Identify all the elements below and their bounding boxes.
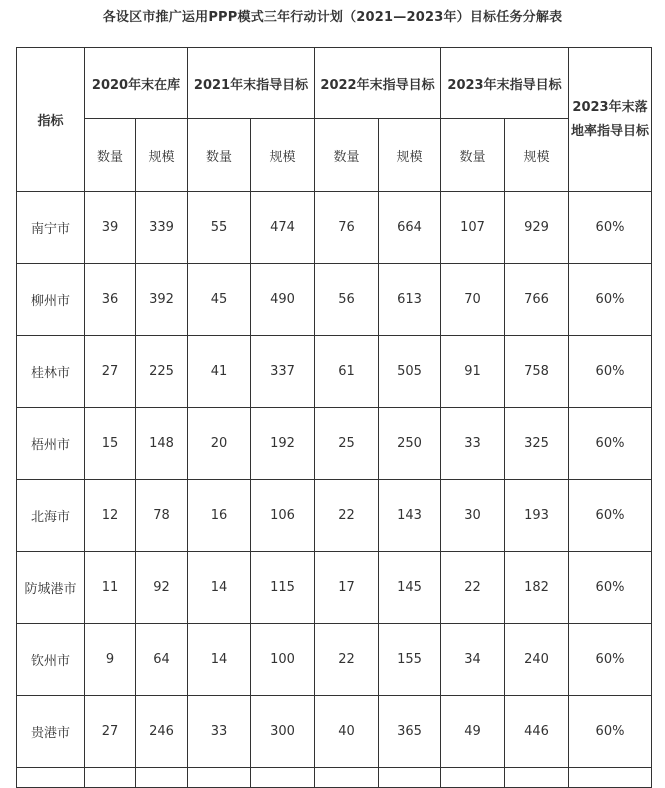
header-2020: 2020年末在库 <box>85 48 188 119</box>
partial-cell <box>251 768 315 788</box>
count-2020: 39 <box>85 192 136 264</box>
city-name: 钦州市 <box>17 624 85 696</box>
count-2023: 91 <box>441 336 505 408</box>
scale-2023: 182 <box>505 552 569 624</box>
sub-header-scale-2023: 规模 <box>505 119 569 192</box>
scale-2022: 613 <box>379 264 441 336</box>
count-2020: 36 <box>85 264 136 336</box>
city-name: 北海市 <box>17 480 85 552</box>
scale-2020: 78 <box>136 480 188 552</box>
scale-2020: 64 <box>136 624 188 696</box>
count-2021: 14 <box>188 624 251 696</box>
count-2022: 22 <box>315 480 379 552</box>
scale-2023: 758 <box>505 336 569 408</box>
count-2020: 9 <box>85 624 136 696</box>
partial-cell <box>85 768 136 788</box>
count-2021: 16 <box>188 480 251 552</box>
city-name: 南宁市 <box>17 192 85 264</box>
scale-2023: 240 <box>505 624 569 696</box>
count-2020: 15 <box>85 408 136 480</box>
count-2021: 20 <box>188 408 251 480</box>
partial-cell <box>136 768 188 788</box>
partial-cell <box>315 768 379 788</box>
header-rate-line1: 2023年末落 <box>572 99 648 115</box>
count-2022: 56 <box>315 264 379 336</box>
count-2023: 49 <box>441 696 505 768</box>
scale-2022: 155 <box>379 624 441 696</box>
scale-2020: 148 <box>136 408 188 480</box>
sub-header-count-2021: 数量 <box>188 119 251 192</box>
header-2021: 2021年末指导目标 <box>188 48 315 119</box>
landing-rate: 60% <box>569 192 652 264</box>
scale-2023: 325 <box>505 408 569 480</box>
partial-cell <box>441 768 505 788</box>
scale-2022: 365 <box>379 696 441 768</box>
header-indicator: 指标 <box>17 48 85 192</box>
scale-2023: 929 <box>505 192 569 264</box>
sub-header-count-2023: 数量 <box>441 119 505 192</box>
header-2022: 2022年末指导目标 <box>315 48 441 119</box>
scale-2021: 115 <box>251 552 315 624</box>
city-name: 桂林市 <box>17 336 85 408</box>
sub-header-count-2020: 数量 <box>85 119 136 192</box>
table-row <box>17 624 652 696</box>
table-row <box>17 696 652 768</box>
count-2020: 12 <box>85 480 136 552</box>
landing-rate: 60% <box>569 480 652 552</box>
scale-2021: 192 <box>251 408 315 480</box>
scale-2020: 92 <box>136 552 188 624</box>
header-2023: 2023年末指导目标 <box>441 48 569 119</box>
city-name: 柳州市 <box>17 264 85 336</box>
scale-2023: 446 <box>505 696 569 768</box>
scale-2020: 392 <box>136 264 188 336</box>
sub-header-scale-2020: 规模 <box>136 119 188 192</box>
partial-cell <box>379 768 441 788</box>
count-2021: 33 <box>188 696 251 768</box>
scale-2022: 145 <box>379 552 441 624</box>
count-2022: 17 <box>315 552 379 624</box>
scale-2020: 339 <box>136 192 188 264</box>
scale-2020: 225 <box>136 336 188 408</box>
scale-2022: 250 <box>379 408 441 480</box>
count-2021: 14 <box>188 552 251 624</box>
partial-cell <box>569 768 652 788</box>
target-table <box>16 47 652 788</box>
partial-cell <box>505 768 569 788</box>
landing-rate: 60% <box>569 264 652 336</box>
scale-2021: 337 <box>251 336 315 408</box>
landing-rate: 60% <box>569 624 652 696</box>
count-2023: 22 <box>441 552 505 624</box>
scale-2021: 100 <box>251 624 315 696</box>
count-2023: 70 <box>441 264 505 336</box>
table-row-partial <box>17 768 652 788</box>
header-rate <box>569 48 652 192</box>
partial-cell <box>17 768 85 788</box>
count-2022: 61 <box>315 336 379 408</box>
scale-2023: 766 <box>505 264 569 336</box>
count-2021: 45 <box>188 264 251 336</box>
table-row <box>17 408 652 480</box>
scale-2021: 490 <box>251 264 315 336</box>
count-2020: 11 <box>85 552 136 624</box>
table-row <box>17 552 652 624</box>
count-2022: 40 <box>315 696 379 768</box>
count-2023: 34 <box>441 624 505 696</box>
count-2023: 33 <box>441 408 505 480</box>
count-2023: 107 <box>441 192 505 264</box>
landing-rate: 60% <box>569 696 652 768</box>
sub-header-scale-2022: 规模 <box>379 119 441 192</box>
scale-2021: 106 <box>251 480 315 552</box>
landing-rate: 60% <box>569 552 652 624</box>
count-2020: 27 <box>85 336 136 408</box>
count-2023: 30 <box>441 480 505 552</box>
table-row <box>17 480 652 552</box>
city-name: 贵港市 <box>17 696 85 768</box>
landing-rate: 60% <box>569 408 652 480</box>
scale-2020: 246 <box>136 696 188 768</box>
table-row <box>17 192 652 264</box>
city-name: 防城港市 <box>17 552 85 624</box>
scale-2021: 474 <box>251 192 315 264</box>
table-row <box>17 264 652 336</box>
header-rate-line2: 地率指导目标 <box>570 123 649 139</box>
scale-2022: 505 <box>379 336 441 408</box>
table-row <box>17 336 652 408</box>
count-2022: 76 <box>315 192 379 264</box>
landing-rate: 60% <box>569 336 652 408</box>
count-2020: 27 <box>85 696 136 768</box>
partial-cell <box>188 768 251 788</box>
sub-header-scale-2021: 规模 <box>251 119 315 192</box>
count-2021: 41 <box>188 336 251 408</box>
count-2021: 55 <box>188 192 251 264</box>
sub-header-count-2022: 数量 <box>315 119 379 192</box>
count-2022: 22 <box>315 624 379 696</box>
scale-2022: 664 <box>379 192 441 264</box>
count-2022: 25 <box>315 408 379 480</box>
scale-2021: 300 <box>251 696 315 768</box>
page-title: 各设区市推广运用PPP模式三年行动计划（2021—2023年）目标任务分解表 <box>102 10 563 25</box>
scale-2022: 143 <box>379 480 441 552</box>
scale-2023: 193 <box>505 480 569 552</box>
city-name: 梧州市 <box>17 408 85 480</box>
